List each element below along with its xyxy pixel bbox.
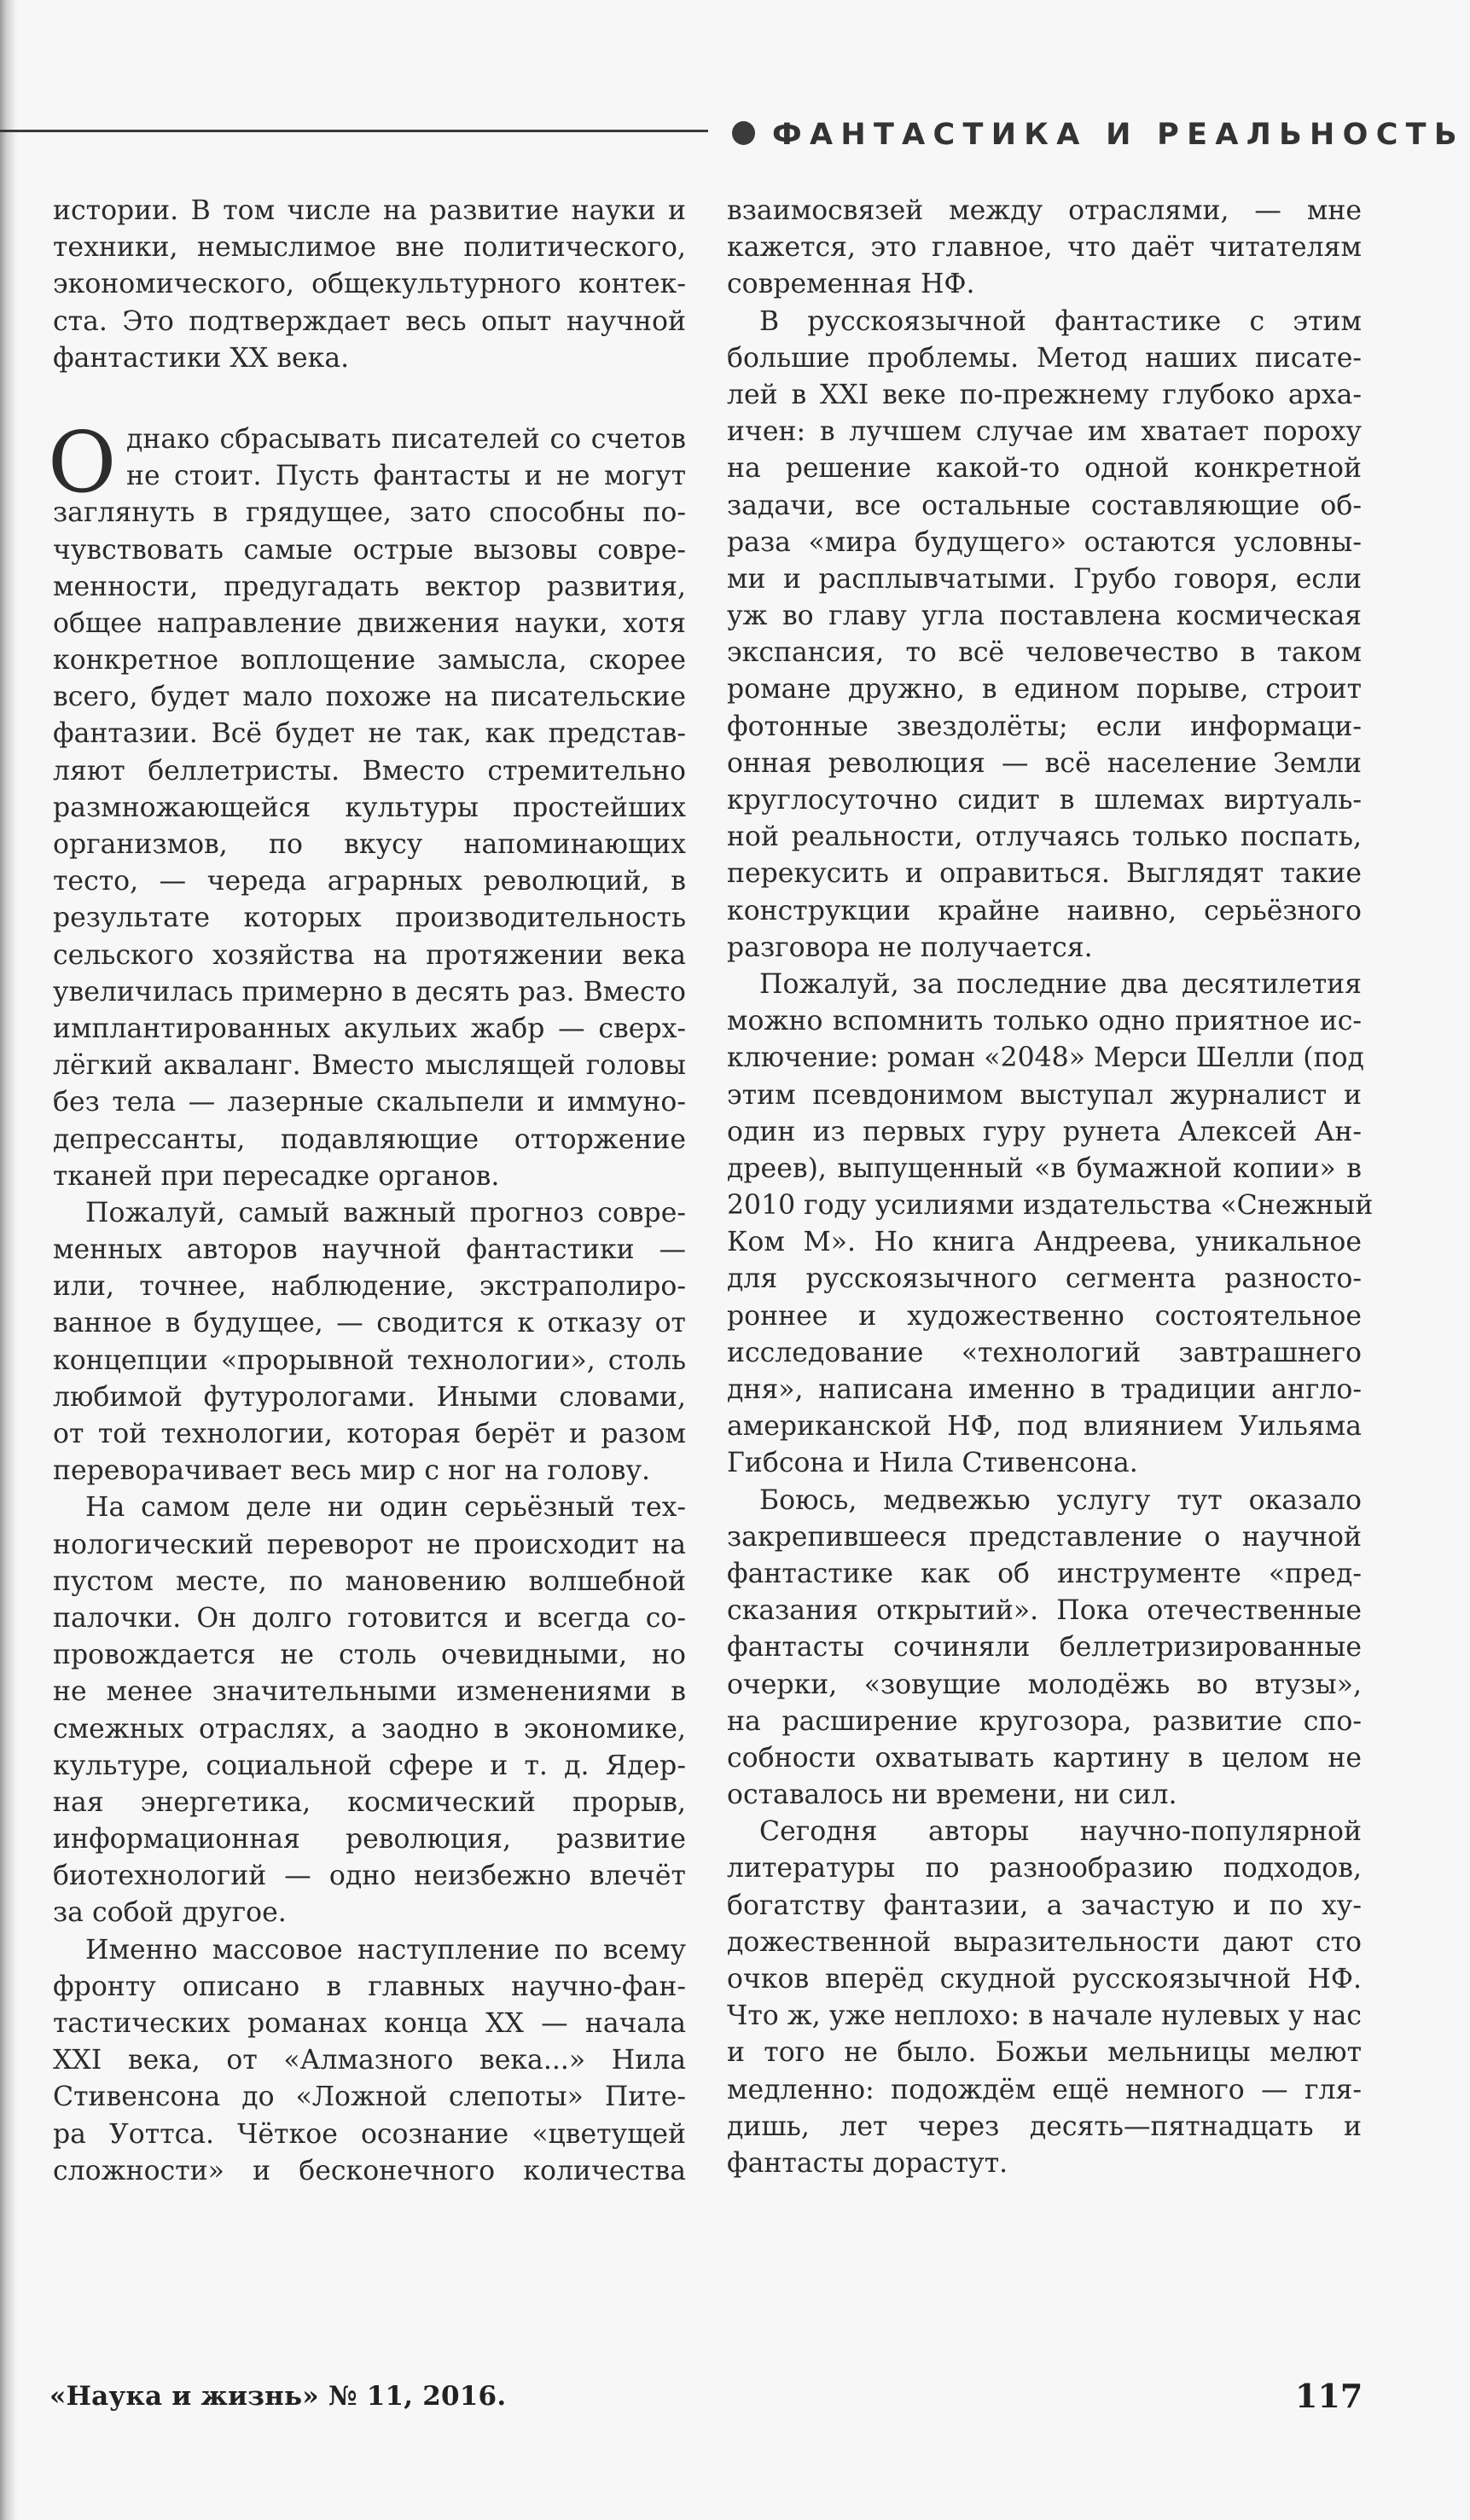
text-line: Ком М». Но книга Андреева, уникальное [727, 1227, 1362, 1258]
text-line: Боюсь, медвежью услугу тут оказало [759, 1484, 1362, 1516]
text-line: не стоит. Пусть фантасты и не могут [126, 461, 686, 492]
text-line: тесто, — череда аграрных революций, в [53, 866, 686, 897]
paragraph [53, 193, 686, 377]
text-line: менности, предугадать вектор развития, [53, 571, 686, 602]
text-line: дишь, лет через десять—пятнадцать и [727, 2111, 1362, 2142]
text-line: на решение какой-то одной конкретной [727, 453, 1362, 485]
text-line: не менее значительными изменениями в [53, 1676, 686, 1708]
text-line: нологический переворот не происходит на [53, 1529, 686, 1560]
text-line: можно вспомнить только одно приятное ис- [727, 1006, 1362, 1037]
text-line: ванное в будущее, — сводится к отказу от [53, 1308, 686, 1339]
text-line: ра Уоттса. Чёткое осознание «цветущей [53, 2118, 686, 2150]
text-line: за собой другое. [53, 1897, 287, 1929]
page-number: 117 [1295, 2377, 1363, 2415]
text-line: В русскоязычной фантастике с этим [759, 305, 1362, 337]
text-line: круглосуточно сидит в шлемах виртуаль- [727, 785, 1362, 816]
paragraph-with-drop-cap [48, 414, 686, 1195]
text-line: заглянуть в грядущее, зато способны по- [53, 497, 686, 529]
text-line: и того не было. Божьи мельницы мелют [727, 2037, 1362, 2069]
paragraph [727, 967, 1374, 1483]
rubric-title: ФАНТАСТИКА И РЕАЛЬНОСТЬ [772, 118, 1465, 152]
text-line: Сегодня авторы научно-популярной [759, 1816, 1362, 1848]
left-column [48, 193, 686, 2190]
text-line: фронту описано в главных научно-фан- [53, 1971, 686, 2002]
text-line: экспансия, то всё человечество в таком [727, 637, 1362, 669]
text-line: депрессанты, подавляющие отторжение [53, 1124, 686, 1155]
text-line: ичен: в лучшем случае им хватает пороху [727, 416, 1362, 448]
text-line: дожественной выразительности дают сто [727, 1926, 1362, 1958]
text-line: истории. В том числе на развитие науки и [53, 195, 686, 226]
drop-cap: О [48, 414, 117, 512]
text-line: сельского хозяйства на протяжении века [53, 939, 686, 971]
text-line: собности охватывать картину в целом не [727, 1742, 1362, 1774]
text-line: конструкции крайне наивно, серьёзного [727, 895, 1362, 926]
text-line: сложности» и бесконечного количества [53, 2155, 686, 2186]
text-line: ной реальности, отлучаясь только поспать, [727, 822, 1362, 853]
text-line: большие проблемы. Метод наших писате- [727, 342, 1362, 374]
text-line: раза «мира будущего» остаются условны- [727, 526, 1362, 558]
text-line: ключение: роман «2048» Мерси Шелли (под [727, 1042, 1364, 1074]
text-line: пустом месте, по мановению волшебной [53, 1565, 686, 1597]
text-line: На самом деле ни один серьёзный тех- [85, 1492, 686, 1524]
text-line: один из первых гуру рунета Алексей Ан- [727, 1116, 1362, 1147]
text-line: любимой футурологами. Иными словами, [53, 1381, 686, 1413]
text-line: романе дружно, в едином порыве, строит [727, 674, 1362, 705]
right-column [727, 193, 1374, 2182]
text-line: днако сбрасывать писателей со счетов [126, 423, 686, 455]
text-line: смежных отраслях, а заодно в экономике, [53, 1713, 686, 1745]
text-line: Пожалуй, самый важный прогноз совре- [85, 1197, 686, 1228]
text-line: имплантированных акульих жабр — сверх- [53, 1013, 686, 1044]
text-line: тастических романах конца XX — начала [53, 2008, 686, 2039]
text-line: информационная революция, развитие [53, 1824, 686, 1855]
text-line: роннее и художественно состоятельное [727, 1300, 1362, 1332]
text-line: богатству фантазии, а зачастую и по ху- [727, 1890, 1362, 1921]
text-line: экономического, общекультурного контек- [53, 269, 686, 300]
text-line: палочки. Он долго готовится и всегда со- [53, 1602, 686, 1634]
text-line: закрепившееся представление о научной [727, 1521, 1362, 1553]
text-line: ная энергетика, космический прорыв, [53, 1786, 686, 1818]
text-line: размножающейся культуры простейших [53, 792, 686, 823]
paragraph [53, 1932, 686, 2190]
text-line: конкретное воплощение замысла, скорее [53, 645, 686, 676]
bullet-circle-icon [732, 121, 755, 145]
text-line: сказания открытий». Пока отечественные [727, 1595, 1362, 1627]
text-line: медленно: подождём ещё немного — гля- [727, 2074, 1362, 2105]
text-line: ляют беллетристы. Вместо стремительно [53, 755, 686, 787]
text-line: фантазии. Всё будет не так, как представ- [53, 718, 686, 750]
text-line: провождается не столь очевидными, но [53, 1640, 686, 1671]
text-line: или, точнее, наблюдение, экстраполиро- [53, 1271, 686, 1303]
text-line: Именно массовое наступление по всему [85, 1934, 686, 1965]
text-line: без тела — лазерные скальпели и иммуно- [53, 1087, 686, 1118]
text-line: лей в XXI веке по-прежнему глубоко арха- [727, 379, 1362, 410]
text-line: современная НФ. [727, 269, 975, 300]
text-line: Что ж, уже неплохо: в начале нулевых у нас [727, 2000, 1362, 2032]
text-line: исследование «технологий завтрашнего [727, 1337, 1362, 1368]
text-line: уж во главу угла поставлена космическая [727, 601, 1362, 632]
magazine-issue: «Наука и жизнь» № 11, 2016. [49, 2381, 507, 2412]
text-line: увеличилась примерно в десять раз. Вместо [53, 976, 686, 1007]
text-line: Гибсона и Нила Стивенсона. [727, 1448, 1138, 1479]
text-line: задачи, все остальные составляющие об- [727, 490, 1362, 521]
text-line: биотехнологий — одно неизбежно влечёт [53, 1861, 686, 1892]
paragraph [727, 193, 1362, 304]
text-line: чувствовать самые острые вызовы совре- [53, 534, 686, 566]
text-line: американской НФ, под влиянием Уильяма [727, 1411, 1362, 1443]
text-line: кажется, это главное, что даёт читателям [727, 232, 1362, 264]
text-line: организмов, по вкусу напоминающих [53, 829, 686, 860]
text-line: Пожалуй, за последние два десятилетия [759, 968, 1362, 1000]
text-line: дреев), выпущенный «в бумажной копии» в [727, 1153, 1362, 1184]
text-line: общее направление движения науки, хотя [53, 607, 686, 639]
text-line: очков вперёд скудной русскоязычной НФ. [727, 1964, 1362, 1995]
text-line: перекусить и оправиться. Выглядят такие [727, 858, 1362, 890]
text-line: переворачивает весь мир с ног на голову. [53, 1455, 650, 1487]
text-line: культуре, социальной сфере и т. д. Ядер- [53, 1750, 686, 1781]
text-line: лёгкий акваланг. Вместо мыслящей головы [53, 1050, 686, 1082]
text-line: фантастики XX века. [53, 342, 350, 374]
text-line: литературы по разнообразию подходов, [727, 1853, 1362, 1884]
paragraph [727, 1483, 1362, 1815]
text-line: оставалось ни времени, ни сил. [727, 1780, 1177, 1811]
paragraph [53, 1195, 686, 1490]
text-line: техники, немыслимое вне политического, [53, 232, 686, 264]
text-line: менных авторов научной фантастики — [53, 1234, 686, 1266]
text-line: дня», написана именно в традиции англо- [727, 1374, 1362, 1405]
paragraph [53, 1489, 686, 1931]
text-line: тканей при пересадке органов. [53, 1160, 500, 1192]
text-line: концепции «прорывной технологии», столь [53, 1344, 686, 1376]
paragraph [727, 1814, 1362, 2182]
text-line: фантасты дорастут. [727, 2147, 1008, 2179]
text-line: фантасты сочиняли беллетризированные [727, 1632, 1362, 1664]
section-gap [53, 377, 686, 421]
text-line: фантастике как об инструменте «пред- [727, 1558, 1362, 1589]
text-line: на расширение кругозора, развитие спо- [727, 1705, 1362, 1737]
text-line: этим псевдонимом выступал журналист и [727, 1079, 1362, 1111]
text-line: от той технологии, которая берёт и разом [53, 1419, 686, 1449]
text-line: 2010 году усилиями издательства «Снежный [727, 1190, 1374, 1222]
text-line: очерки, «зовущие молодёжь во втузы», [727, 1669, 1362, 1700]
text-line: ста. Это подтверждает весь опыт научной [53, 305, 686, 337]
text-line: XXI века, от «Алмазного века...» Нила [53, 2045, 686, 2076]
text-line: Стивенсона до «Ложной слепоты» Пите- [53, 2082, 686, 2113]
text-line: онная революция — всё население Земли [727, 747, 1362, 779]
text-line: взаимосвязей между отраслями, — мне [727, 195, 1362, 226]
text-line: для русскоязычного сегмента разносто- [727, 1263, 1362, 1295]
page-binding-shadow [0, 0, 19, 2520]
text-line: фотонные звездолёты; если информаци- [727, 711, 1362, 742]
paragraph [727, 304, 1362, 967]
text-line: разговора не получается. [727, 932, 1093, 963]
text-line: ми и расплывчатыми. Грубо говоря, если [727, 563, 1362, 595]
rubric-rule-divider [0, 130, 708, 132]
text-line: всего, будет мало похоже на писательские [53, 682, 686, 713]
text-line: результате которых производительность [53, 903, 686, 934]
